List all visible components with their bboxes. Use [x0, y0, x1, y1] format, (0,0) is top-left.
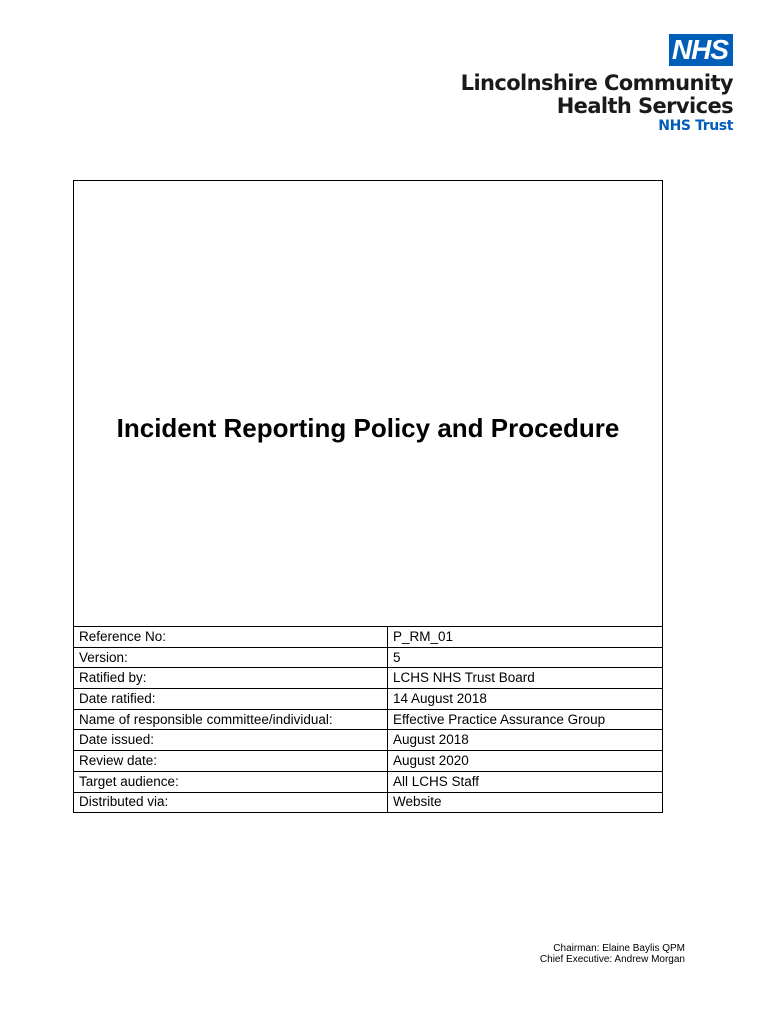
org-name-line-2: Health Services: [556, 94, 733, 118]
table-row: [74, 730, 663, 751]
table-row: [74, 771, 663, 792]
metadata-label: Distributed via:: [74, 792, 388, 813]
metadata-value: All LCHS Staff: [388, 771, 663, 792]
metadata-label: Ratified by:: [74, 668, 388, 689]
metadata-value: LCHS NHS Trust Board: [388, 668, 663, 689]
org-trust-label: NHS Trust: [658, 118, 733, 134]
page-footer: [540, 943, 685, 965]
table-row: [74, 668, 663, 689]
footer-chairman: Chairman: Elaine Baylis QPM: [553, 943, 685, 954]
nhs-badge: NHS: [669, 34, 733, 66]
nhs-trust-logo: [433, 34, 733, 135]
table-row: [74, 647, 663, 668]
table-row: [74, 627, 663, 648]
metadata-label: Version:: [74, 647, 388, 668]
metadata-value: 5: [388, 647, 663, 668]
metadata-label: Target audience:: [74, 771, 388, 792]
table-row: [74, 751, 663, 772]
title-panel: [73, 180, 663, 626]
metadata-label: Reference No:: [74, 627, 388, 648]
metadata-label: Name of responsible committee/individual:: [74, 709, 388, 730]
metadata-label: Date issued:: [74, 730, 388, 751]
table-row: [74, 689, 663, 710]
metadata-value: Effective Practice Assurance Group: [388, 709, 663, 730]
document-metadata-table: [73, 626, 663, 813]
metadata-value: 14 August 2018: [388, 689, 663, 710]
metadata-value: August 2020: [388, 751, 663, 772]
metadata-label: Date ratified:: [74, 689, 388, 710]
table-row: [74, 709, 663, 730]
footer-chief-executive: Chief Executive: Andrew Morgan: [539, 954, 685, 965]
metadata-label: Review date:: [74, 751, 388, 772]
table-row: [74, 792, 663, 813]
metadata-value: August 2018: [388, 730, 663, 751]
metadata-value: P_RM_01: [388, 627, 663, 648]
metadata-value: Website: [388, 792, 663, 813]
document-title: Incident Reporting Policy and Procedure: [116, 413, 620, 443]
org-name-line-1: Lincolnshire Community: [460, 71, 733, 95]
